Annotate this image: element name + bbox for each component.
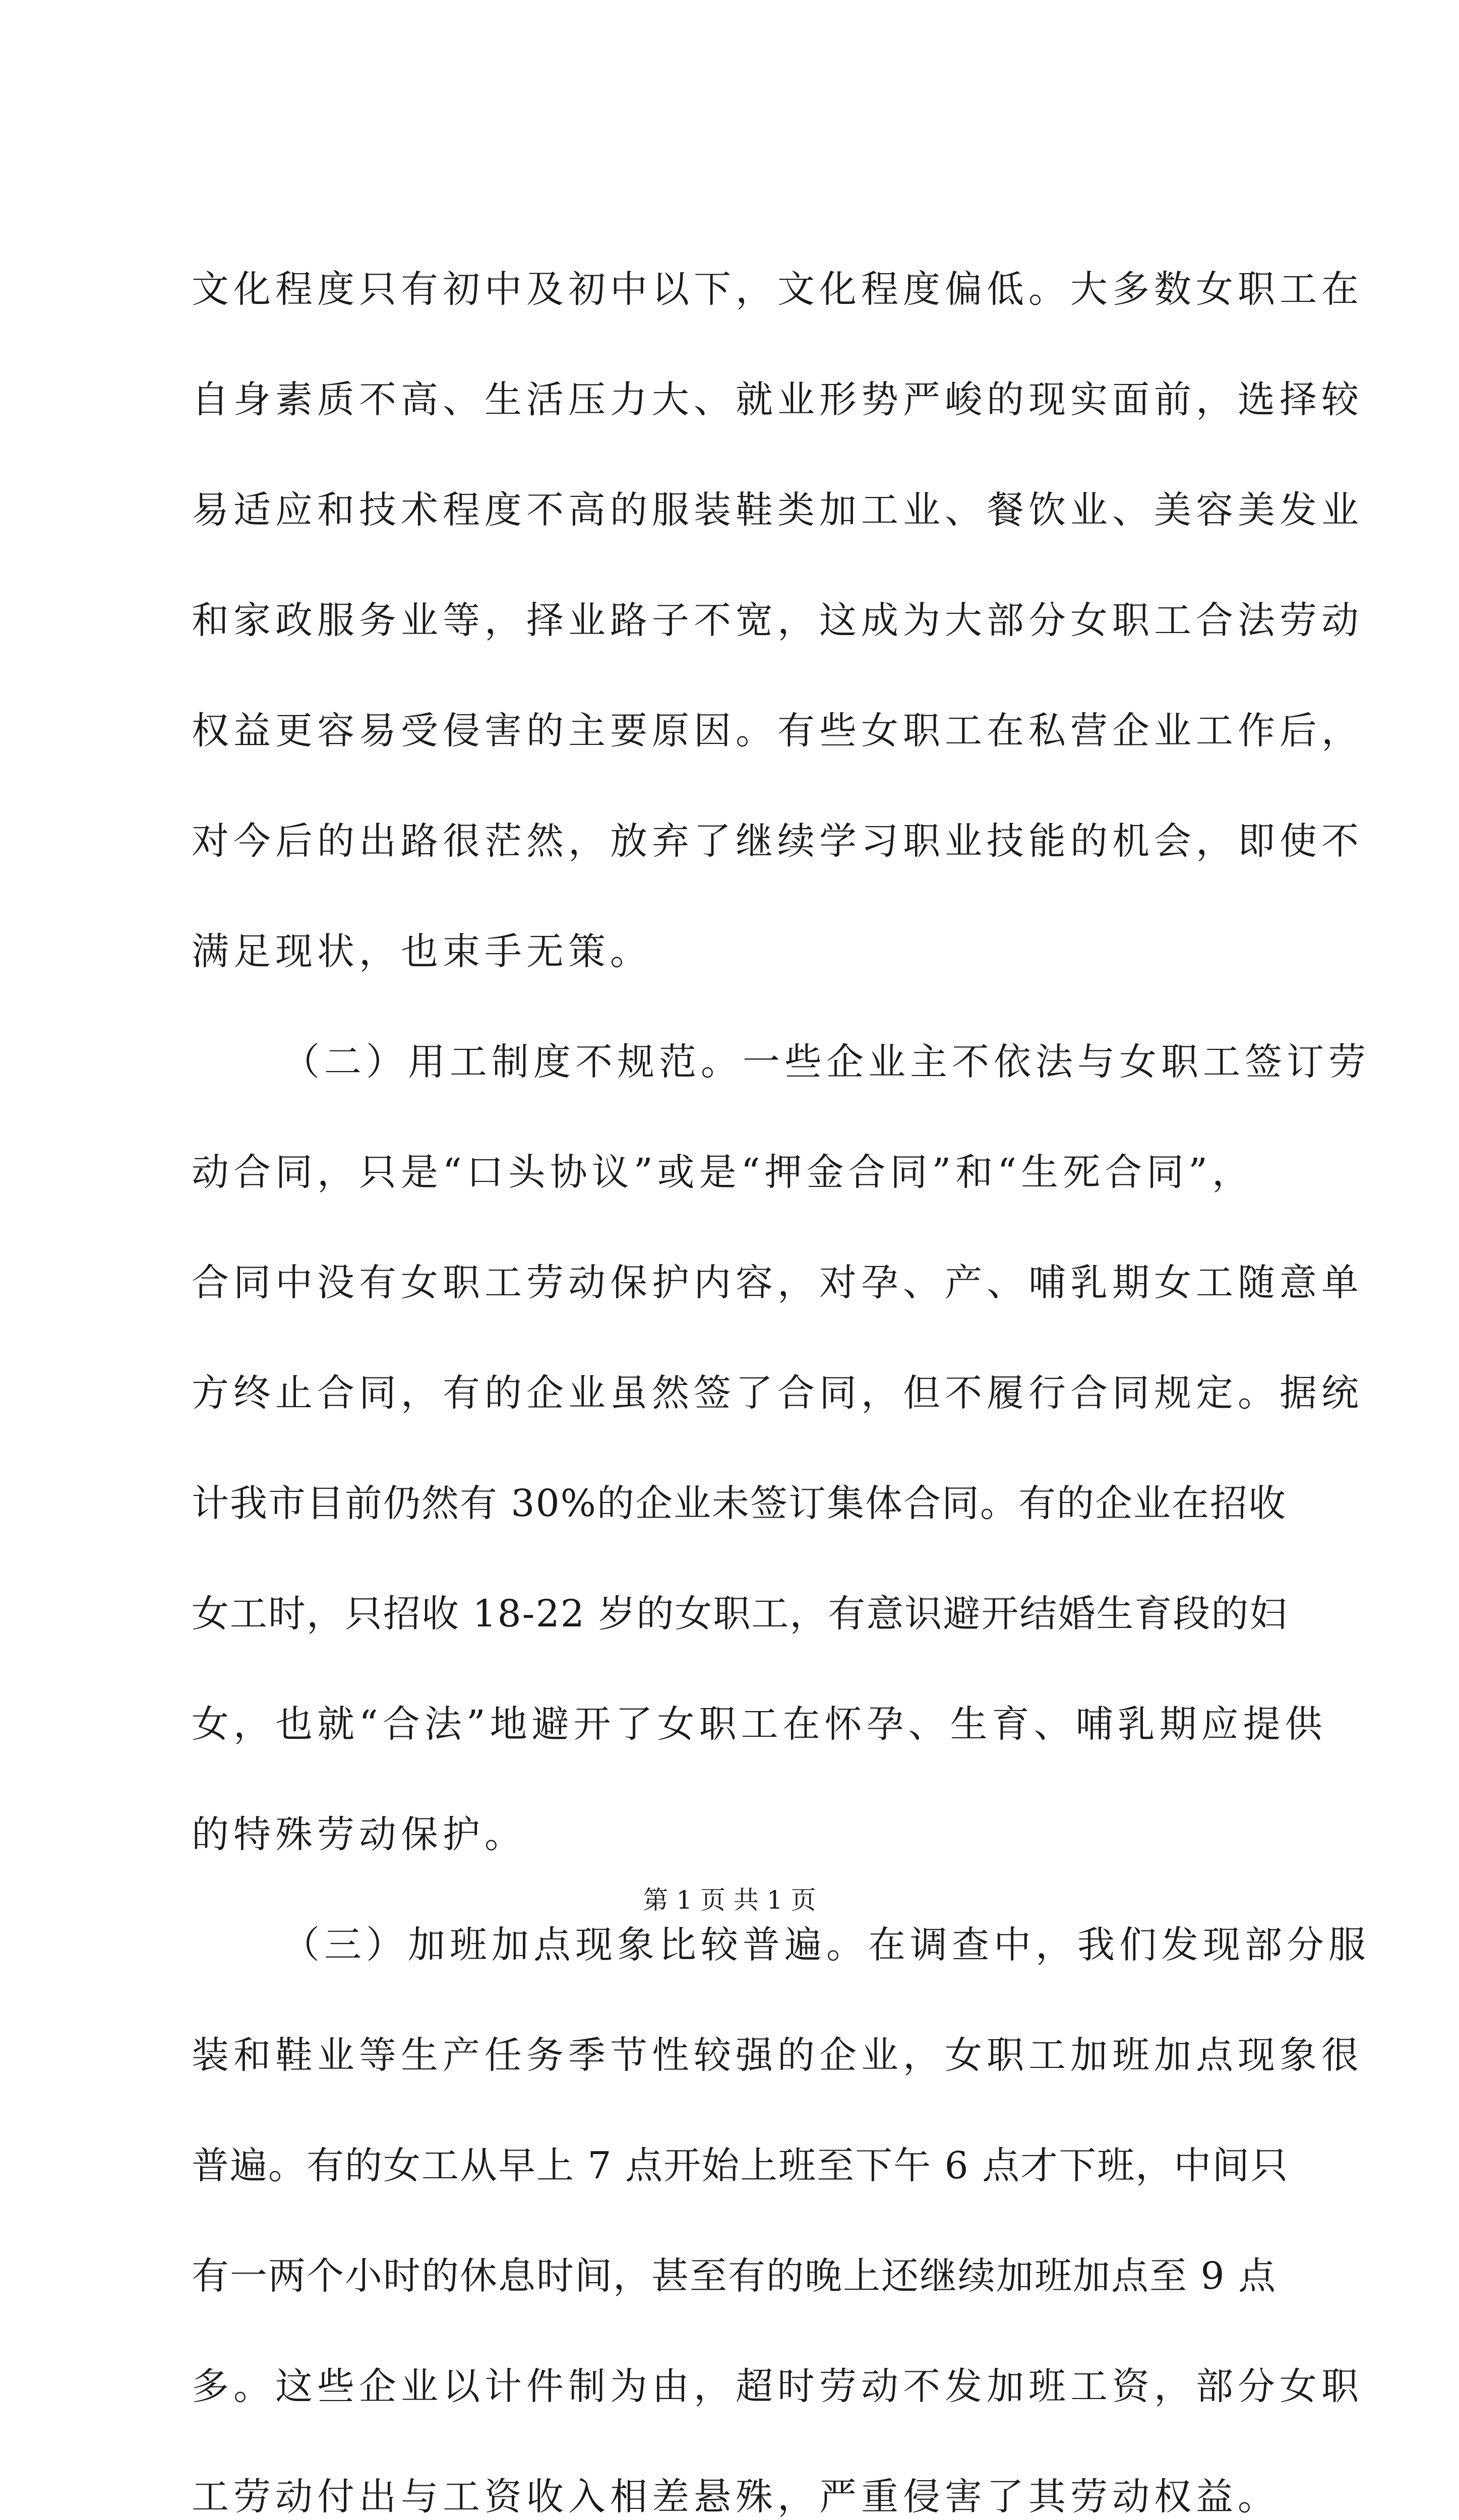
paragraph-line: 和家政服务业等，择业路子不宽，这成为大部分女职工合法劳动: [192, 599, 1363, 642]
paragraph-line: 动合同，只是“口头协议”或是“押金合同”和“生死合同”，: [192, 1151, 1254, 1194]
paragraph-line: 女，也就“合法”地避开了女职工在怀孕、生育、哺乳期应提供: [192, 1703, 1327, 1746]
paragraph-line: 女工时，只招收 18-22 岁的女职工，有意识避开结婚生育段的妇: [192, 1592, 1288, 1635]
paragraph-line: 对今后的出路很茫然，放弃了继续学习职业技能的机会，即使不: [192, 820, 1363, 863]
paragraph-line: 方终止合同，有的企业虽然签了合同，但不履行合同规定。据统: [192, 1371, 1363, 1415]
page-number-footer: 第 1 页 共 1 页: [643, 1885, 816, 1915]
paragraph-line: 文化程度只有初中及初中以下，文化程度偏低。大多数女职工在: [192, 268, 1363, 311]
paragraph-line: 工劳动付出与工资收入相差悬殊，严重侵害了其劳动权益。: [192, 2475, 1280, 2518]
paragraph-line: 满足现状，也束手无策。: [192, 930, 652, 973]
paragraph-line: 有一两个小时的休息时间，甚至有的晚上还继续加班加点至 9 点: [192, 2254, 1277, 2298]
paragraph-line: 装和鞋业等生产任务季节性较强的企业，女职工加班加点现象很: [192, 2034, 1363, 2077]
paragraph-line: 权益更容易受侵害的主要原因。有些女职工在私营企业工作后，: [192, 709, 1363, 752]
paragraph-line: 多。这些企业以计件制为由，超时劳动不发加班工资，部分女职: [192, 2365, 1363, 2408]
paragraph-line: 合同中没有女职工劳动保护内容，对孕、产、哺乳期女工随意单: [192, 1261, 1363, 1304]
paragraph-line: 普遍。有的女工从早上 7 点开始上班至下午 6 点才下班，中间只: [192, 2144, 1289, 2187]
paragraph-line: 计我市目前仍然有 30%的企业未签订集体合同。有的企业在招收: [192, 1482, 1287, 1525]
section-heading-line: （三）加班加点现象比较普遍。在调查中，我们发现部分服: [282, 1923, 1370, 1967]
paragraph-line: 自身素质不高、生活压力大、就业形势严峻的现实面前，选择较: [192, 378, 1363, 421]
document-body: [192, 264, 1370, 2520]
section-heading-line: （二）用工制度不规范。一些企业主不依法与女职工签订劳: [282, 1040, 1370, 1084]
paragraph-line: 的特殊劳动保护。: [192, 1813, 526, 1856]
paragraph-line: 易适应和技术程度不高的服装鞋类加工业、餐饮业、美容美发业: [192, 488, 1363, 532]
